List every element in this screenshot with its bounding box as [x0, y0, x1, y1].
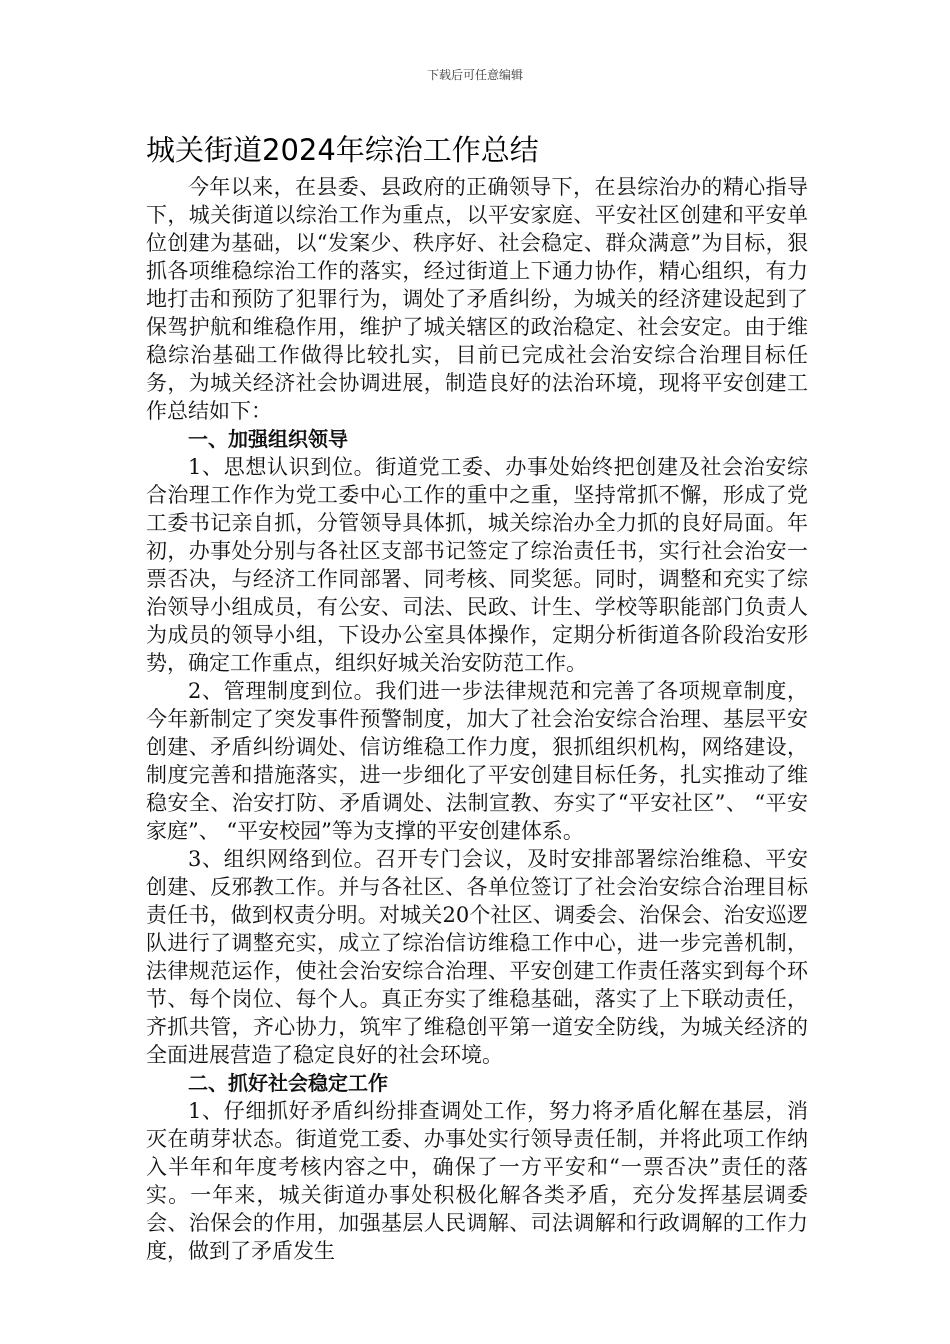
section-heading-1: 一、加强组织领导: [188, 427, 348, 451]
document-title: 城关街道2024年综治工作总结: [146, 133, 539, 167]
document-body: [146, 173, 808, 1265]
section1-paragraph-2: 2、管理制度到位。我们进一步法律规范和完善了各项规章制度，今年新制定了突发事件预警制度，加大了社会治安综合治理、基层平安创建、矛盾纠纷调处、信访维稳工作力度，狠抓组织机构，网络建设，制度完善和措施落实，进一步细化了平安创建目标任务，扎实推动了维稳安全、治安打防、矛盾调处、法制宣教、夯实了“平安社区”、 “平安家庭”、 “平安校园”等为支撑的平安创建体系。: [146, 679, 808, 843]
section-heading-2: 二、抓好社会稳定工作: [188, 1071, 388, 1095]
header-note: 下载后可任意编辑: [426, 68, 523, 82]
section2-paragraph-1: 1、仔细抓好矛盾纠纷排查调处工作，努力将矛盾化解在基层，消灭在萌芽状态。街道党工委、办事处实行领导责任制，并将此项工作纳入半年和年度考核内容之中，确保了一方平安和“一票否决”责任的落实。一年来，城关街道办事处积极化解各类矛盾，充分发挥基层调委会、治保会的作用，加强基层人民调解、司法调解和行政调解的工作力度，做到了矛盾发生: [146, 1099, 808, 1263]
section1-paragraph-3: 3、组织网络到位。召开专门会议，及时安排部署综治维稳、平安创建、反邪教工作。并与各社区、各单位签订了社会治安综合治理目标责任书，做到权责分明。对城关20个社区、调委会、治保会、治安巡逻队进行了调整充实，成立了综治信访维稳工作中心，进一步完善机制，法律规范运作，使社会治安综合治理、平安创建工作责任落实到每个环节、每个岗位、每个人。真正夯实了维稳基础，落实了上下联动责任，齐抓共管，齐心协力，筑牢了维稳创平第一道安全防线，为城关经济的全面进展营造了稳定良好的社会环境。: [146, 847, 808, 1067]
intro-paragraph: 今年以来，在县委、县政府的正确领导下，在县综治办的精心指导下，城关街道以综治工作为重点，以平安家庭、平安社区创建和平安单位创建为基础，以“发案少、秩序好、社会稳定、群众满意”为目标，狠抓各项维稳综治工作的落实，经过街道上下通力协作，精心组织，有力地打击和预防了犯罪行为，调处了矛盾纠纷，为城关的经济建设起到了保驾护航和维稳作用，维护了城关辖区的政治稳定、社会安定。由于维稳综治基础工作做得比较扎实，目前已完成社会治安综合治理目标任务，为城关经济社会协调进展，制造良好的法治环境，现将平安创建工作总结如下：: [146, 175, 808, 423]
section1-paragraph-1: 1、思想认识到位。街道党工委、办事处始终把创建及社会治安综合治理工作作为党工委中心工作的重中之重，坚持常抓不懈，形成了党工委书记亲自抓，分管领导具体抓，城关综治办全力抓的良好局面。年初，办事处分别与各社区支部书记签定了综治责任书，实行社会治安一票否决，与经济工作同部署、同考核、同奖惩。同时，调整和充实了综治领导小组成员，有公安、司法、民政、计生、学校等职能部门负责人为成员的领导小组，下设办公室具体操作，定期分析街道各阶段治安形势，确定工作重点，组织好城关治安防范工作。: [146, 455, 808, 675]
